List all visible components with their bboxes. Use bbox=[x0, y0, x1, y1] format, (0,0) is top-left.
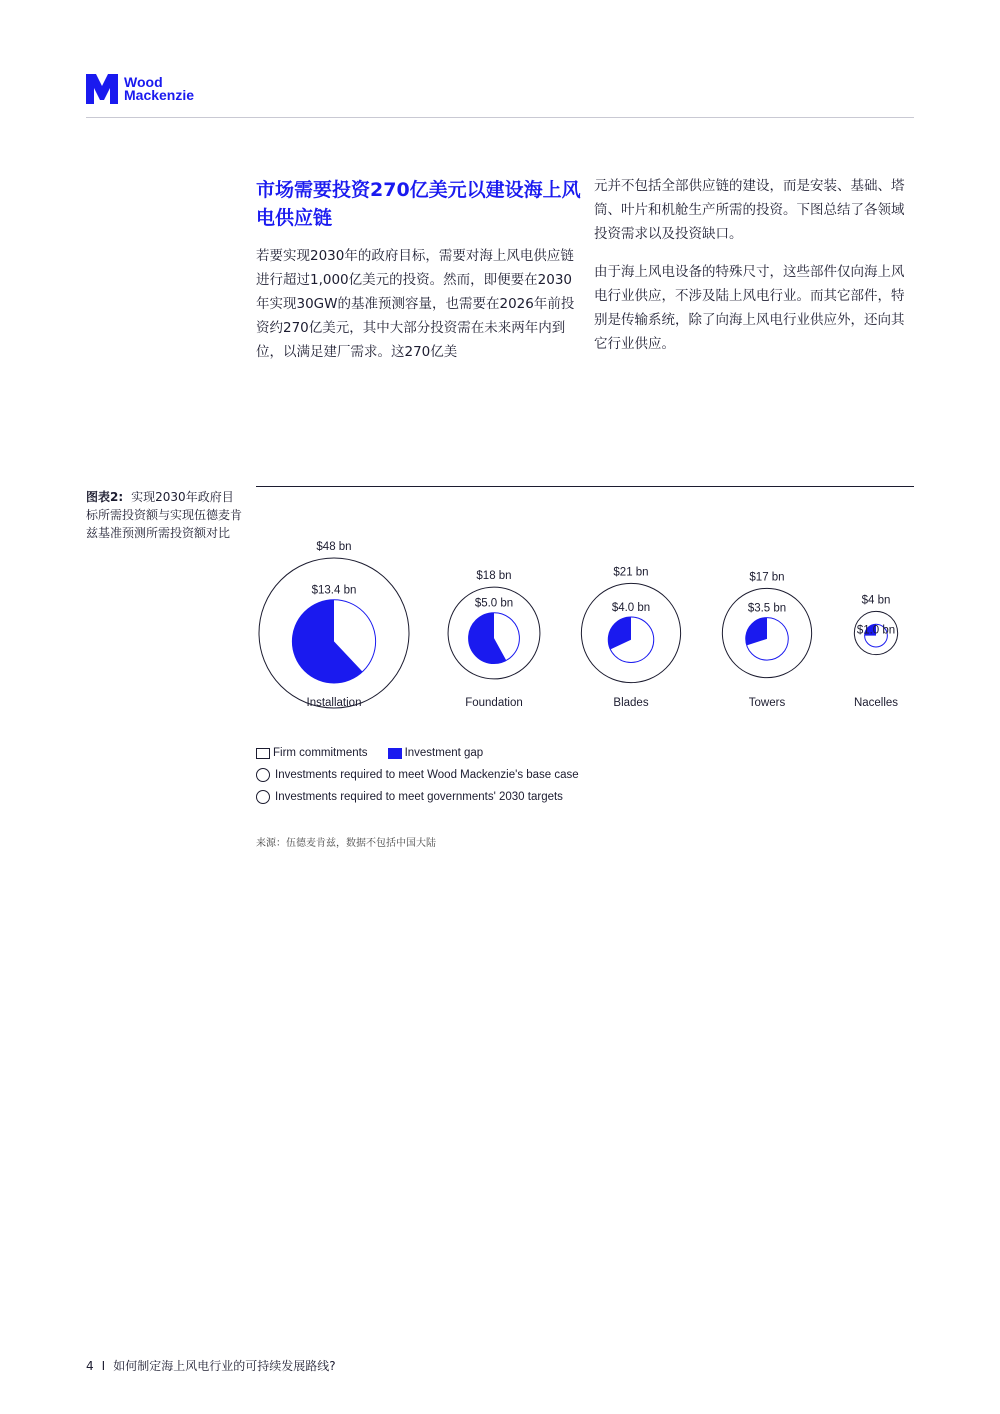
section-heading: 市场需要投资270亿美元以建设海上风电供应链 bbox=[256, 179, 581, 229]
legend-row-1 bbox=[256, 742, 579, 764]
category-label: Installation bbox=[306, 697, 362, 709]
legend-row-3 bbox=[256, 786, 579, 808]
government-target-label: $4 bn bbox=[861, 594, 891, 607]
investment-bubble-chart bbox=[250, 505, 920, 720]
base-case-label: $13.4 bn bbox=[311, 584, 357, 597]
footer-title: 如何制定海上风电行业的可持续发展路线? bbox=[113, 1359, 336, 1373]
base-case-label: $5.0 bn bbox=[474, 597, 514, 610]
legend-government-targets: Investments required to meet governments' 2030 targets bbox=[275, 791, 563, 803]
wood-mackenzie-logo bbox=[86, 74, 194, 104]
body-paragraph-right-2: 由于海上风电设备的特殊尺寸，这些部件仅向海上风电行业供应，不涉及陆上风电行业。而其它部件，特别是传输系统，除了向海上风电行业供应外，还向其它行业供应。 bbox=[594, 264, 905, 352]
firm-commitments-swatch bbox=[256, 748, 270, 759]
page-footer bbox=[86, 1357, 336, 1374]
brand-wordmark bbox=[124, 76, 194, 102]
government-target-label: $18 bn bbox=[476, 570, 512, 583]
figure-caption-text: 实现2030年政府目标所需投资额与实现伍德麦肯兹基准预测所需投资额对比 bbox=[86, 490, 243, 540]
investment-gap-swatch bbox=[388, 748, 402, 759]
government-target-label: $17 bn bbox=[749, 571, 785, 584]
header-divider bbox=[86, 117, 914, 118]
base-case-label: $4.0 bn bbox=[611, 601, 651, 614]
category-label: Nacelles bbox=[853, 697, 899, 709]
figure-label: 图表2: bbox=[86, 490, 124, 504]
figure-divider bbox=[256, 486, 914, 487]
category-label: Blades bbox=[613, 697, 649, 709]
base-case-label: $3.5 bn bbox=[747, 602, 787, 615]
base-case-label: $1.0 bn bbox=[856, 624, 896, 637]
brand-line-1: Wood bbox=[124, 74, 163, 90]
body-paragraph-left: 若要实现2030年的政府目标，需要对海上风电供应链进行超过1,000亿美元的投资。然而，即便要在2030年实现30GW的基准预测容量，也需要在2026年前投资约270亿美元，其中大部分投资需在未来两年内到位，以满足建厂需求。这270亿美 bbox=[256, 248, 575, 360]
legend-row-2 bbox=[256, 764, 579, 786]
government-target-label: $48 bn bbox=[316, 541, 352, 553]
base-case-circle-swatch bbox=[256, 768, 270, 782]
category-label: Towers bbox=[748, 697, 786, 709]
chart-legend bbox=[256, 742, 579, 808]
category-label: Foundation bbox=[465, 697, 523, 709]
legend-firm-commitments: Firm commitments bbox=[273, 747, 368, 759]
figure-source: 来源：伍德麦肯兹，数据不包括中国大陆 bbox=[256, 838, 436, 849]
government-targets-circle-swatch bbox=[256, 790, 270, 804]
body-column-right bbox=[594, 174, 916, 370]
legend-base-case: Investments required to meet Wood Mackenzie's base case bbox=[275, 769, 579, 781]
brand-line-2: Mackenzie bbox=[124, 87, 195, 103]
footer-separator: I bbox=[101, 1359, 106, 1373]
government-target-label: $21 bn bbox=[613, 566, 649, 579]
wood-mackenzie-logo-icon bbox=[86, 74, 118, 104]
legend-investment-gap: Investment gap bbox=[404, 747, 484, 759]
body-paragraph-right-1: 元并不包括全部供应链的建设，而是安装、基础、塔筒、叶片和机舱生产所需的投资。下图总结了各领域投资需求以及投资缺口。 bbox=[594, 178, 905, 242]
page-number: 4 bbox=[86, 1359, 94, 1373]
figure-caption bbox=[86, 488, 242, 542]
